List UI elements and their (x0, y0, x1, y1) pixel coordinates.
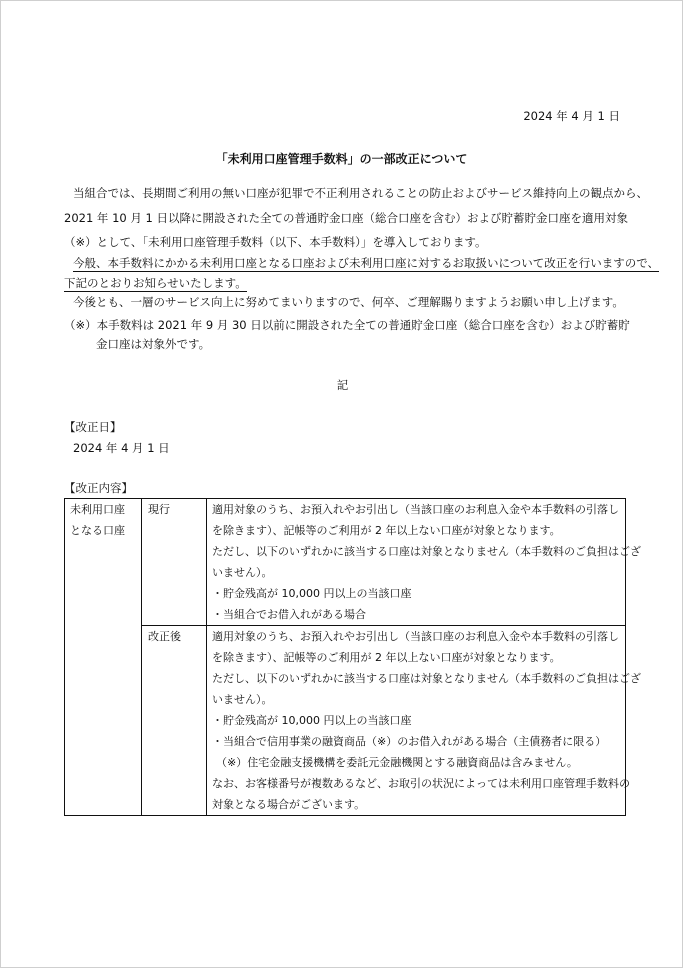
current-content-cell (207, 499, 641, 626)
content-line: いません）。 (212, 693, 273, 706)
row-header-line: となる口座 (70, 524, 125, 537)
content-line: ・当組合で信用事業の融資商品（※）のお借入れがある場合（主債務者に限る） (212, 735, 607, 748)
table-row (65, 499, 626, 626)
content-line: なお、お客様番号が複数あるなど、お取引の状況によっては未利用口座管理手数料の (212, 777, 630, 790)
current-label: 現行 (148, 503, 170, 516)
revised-label-cell (142, 626, 207, 816)
content-line: を除きます）、記帳等のご利用が 2 年以上ない口座が対象となります。 (212, 524, 561, 537)
table-row (65, 626, 626, 816)
underlined-text: 今般、本手数料にかかる未利用口座となる口座および未利用口座に対するお取扱いについて改正を行いますので、 (73, 256, 660, 270)
revision-table (64, 498, 641, 816)
content-line: を除きます）、記帳等のご利用が 2 年以上ない口座が対象となります。 (212, 651, 561, 664)
intro-line-underlined (64, 275, 247, 291)
revision-date-value: 2024 年 4 月 1 日 (73, 441, 170, 455)
intro-line-underlined (73, 255, 659, 271)
revised-content-cell (207, 626, 641, 816)
current-label-cell (142, 499, 207, 626)
intro-line: 今後とも、一層のサービス向上に努めてまいりますので、何卒、ご理解賜りますようお願い申し上げます。 (73, 295, 624, 309)
content-line: ただし、以下のいずれかに該当する口座は対象となりません（本手数料のご負担はござ (212, 545, 641, 558)
content-line: （※）住宅金融支援機構を委託元金融機関とする融資商品は含みません。 (216, 756, 578, 769)
content-line: ・貯金残高が 10,000 円以上の当該口座 (212, 714, 412, 727)
intro-line: 当組合では、長期間ご利用の無い口座が犯罪で不正利用されることの防止およびサービス維持向上の観点から、 (73, 186, 648, 200)
row-header-line: 未利用口座 (70, 503, 125, 516)
note-line: （※）本手数料は 2021 年 9 月 30 日以前に開設された全ての普通貯金口座（総合口座を含む）および貯蓄貯 (64, 318, 630, 332)
content-line: ・貯金残高が 10,000 円以上の当該口座 (212, 587, 412, 600)
document-title: 「未利用口座管理手数料」の一部改正について (215, 152, 468, 166)
ki-heading: 記 (336, 378, 349, 392)
intro-line: （※）として、「未利用口座管理手数料（以下、本手数料）」を導入しております。 (64, 235, 487, 249)
content-line: 対象となる場合がございます。 (212, 798, 366, 811)
intro-line: 2021 年 10 月 1 日以降に開設された全ての普通貯金口座（総合口座を含む）および貯蓄貯金口座を適用対象 (64, 211, 628, 225)
content-line: いません）。 (212, 566, 273, 579)
underlined-text: 下記のとおりお知らせいたします。 (64, 276, 247, 290)
revised-label: 改正後 (148, 630, 181, 643)
content-line: 適用対象のうち、お預入れやお引出し（当該口座のお利息入金や本手数料の引落し (212, 630, 619, 643)
content-line: 適用対象のうち、お預入れやお引出し（当該口座のお利息入金や本手数料の引落し (212, 503, 619, 516)
revision-content-heading: 【改正内容】 (64, 481, 133, 495)
content-line: ただし、以下のいずれかに該当する口座は対象となりません（本手数料のご負担はござ (212, 672, 641, 685)
note-line: 金口座は対象外です。 (96, 337, 211, 351)
document-date: 2024 年 4 月 1 日 (523, 109, 620, 123)
revision-date-heading: 【改正日】 (64, 420, 122, 434)
content-line: ・当組合でお借入れがある場合 (212, 608, 366, 621)
row-header-cell (65, 499, 142, 816)
